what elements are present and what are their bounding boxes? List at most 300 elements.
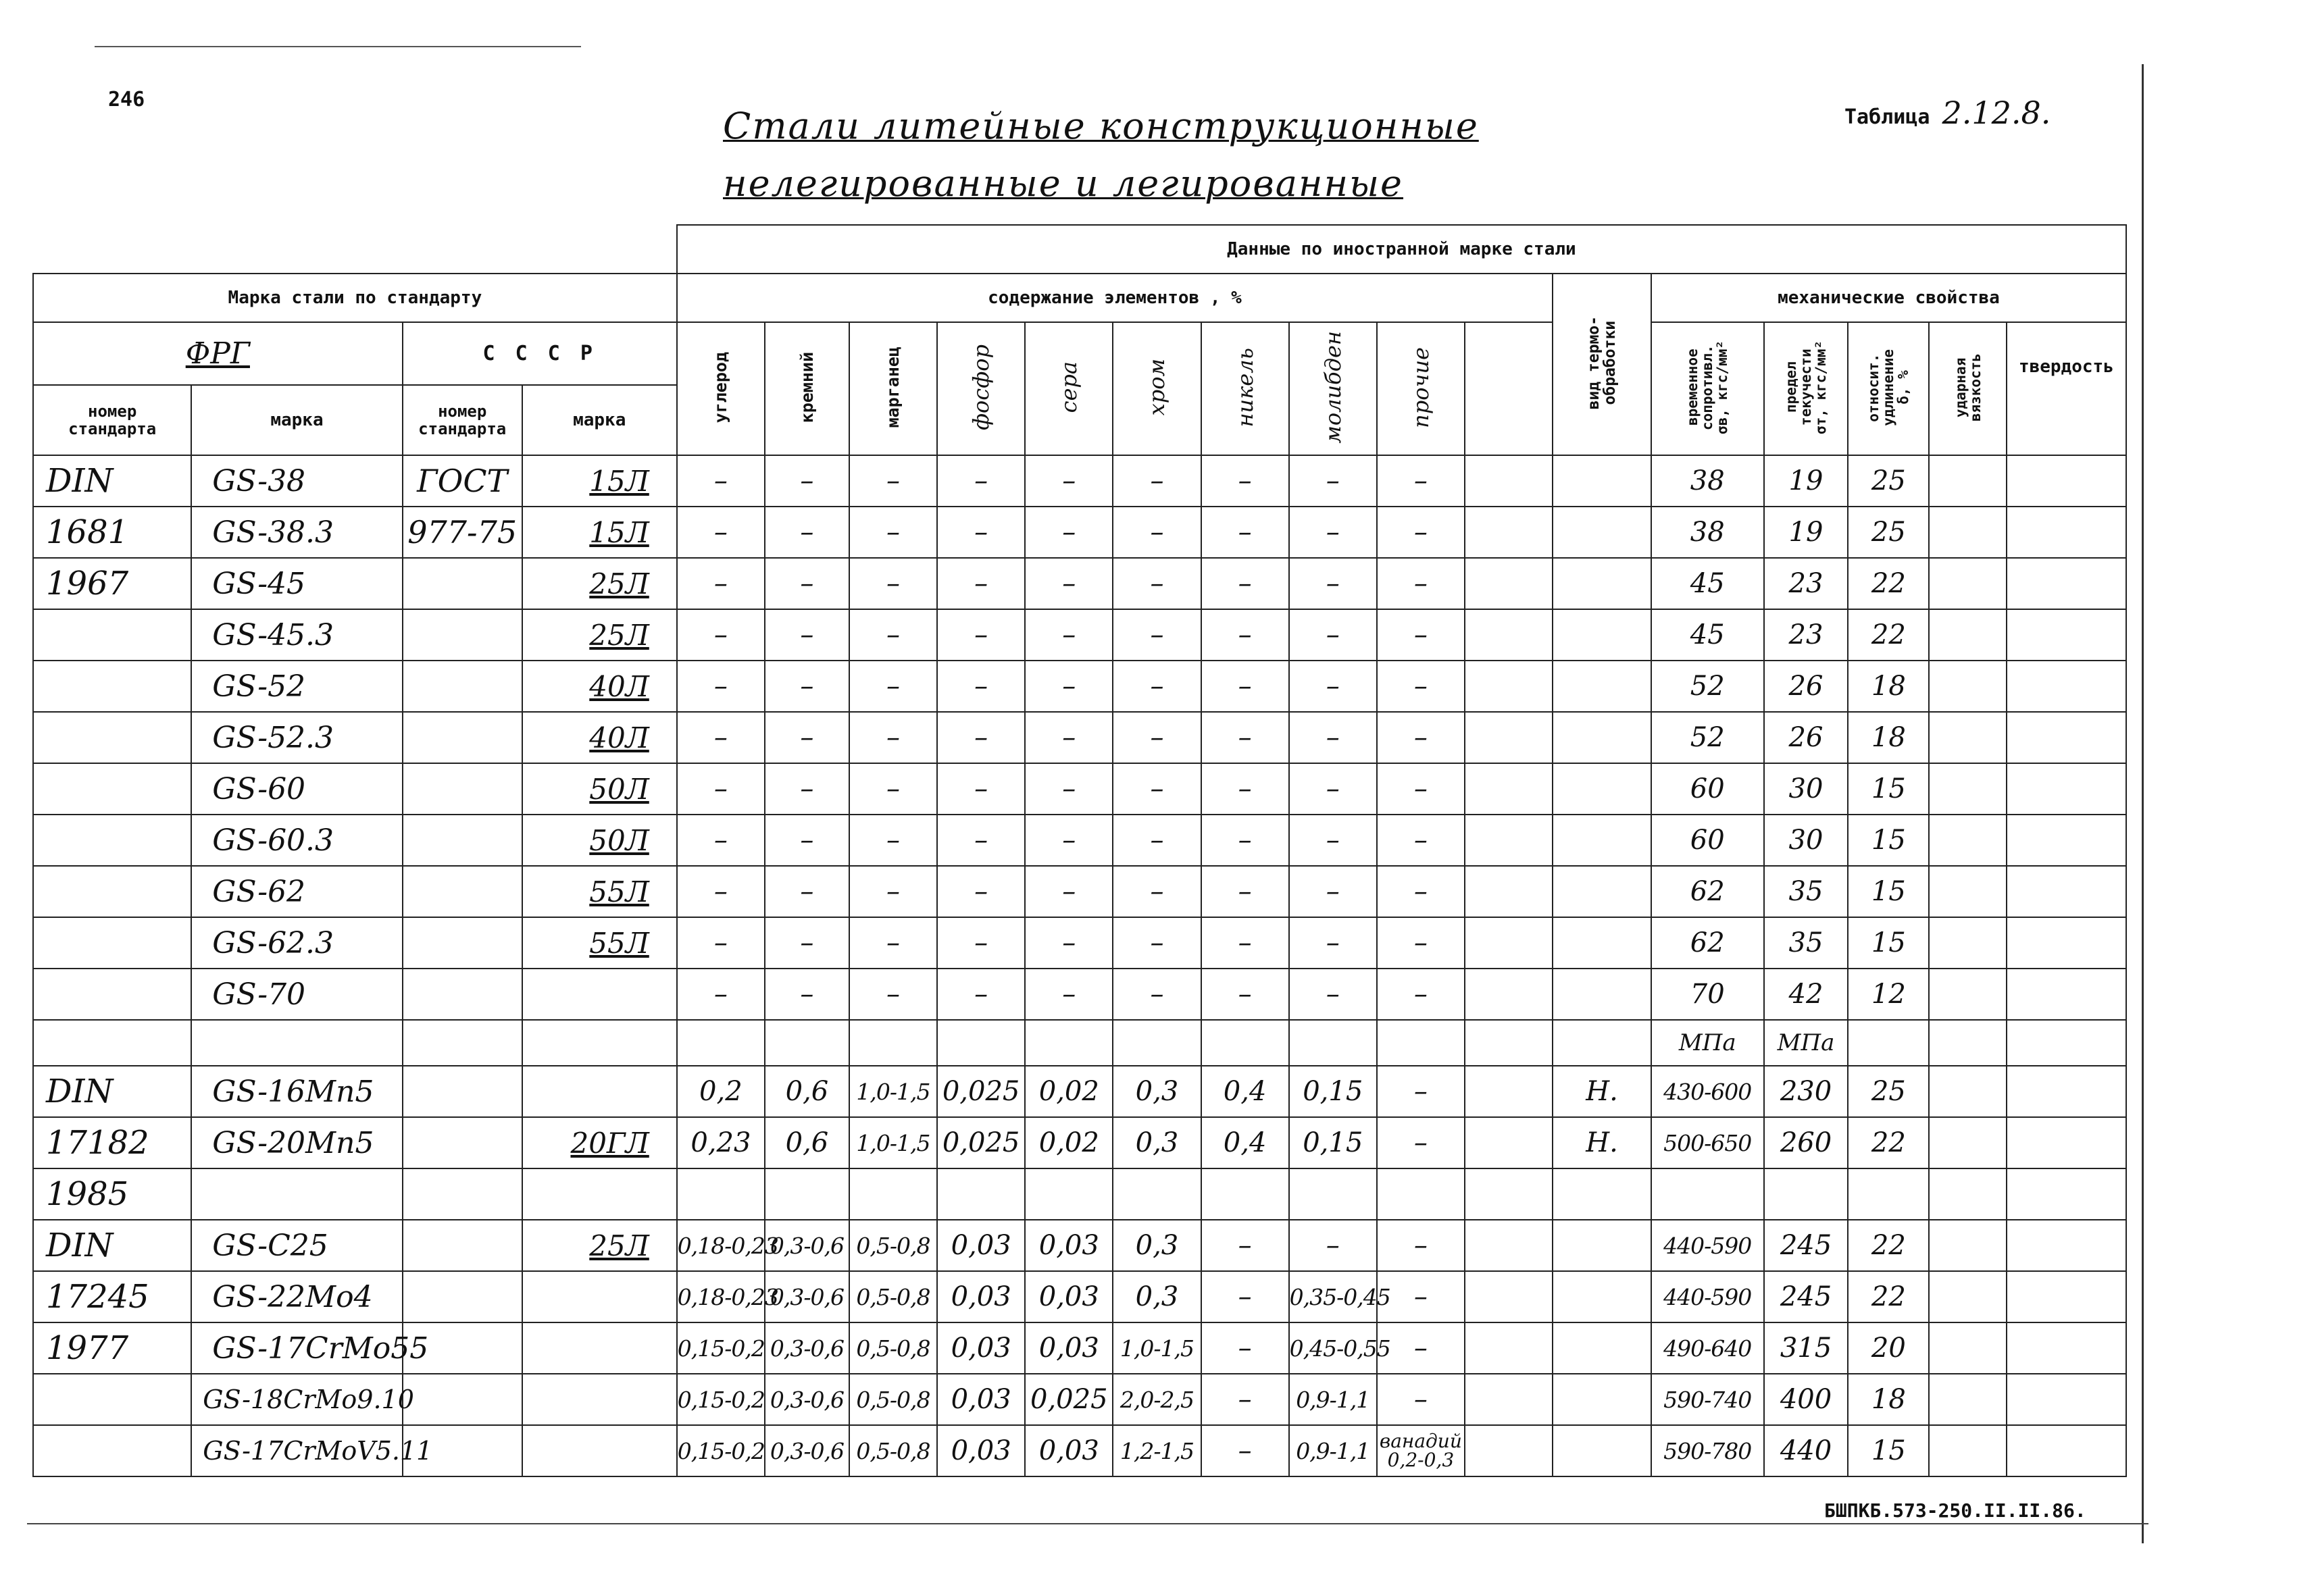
grade-cell: GS-22Mo4 [191,1271,402,1322]
empty-cell [33,1020,191,1066]
mech-value-cell: 23 [1764,609,1848,661]
element-value-cell: – [1377,507,1465,558]
grade-cell: GS-60.3 [191,815,402,866]
mech-value-cell: 18 [1848,661,1929,712]
grade-cell: GS-38 [191,455,402,507]
mech-value-cell: 260 [1764,1117,1848,1168]
element-value-cell: 1,0-1,5 [1113,1322,1201,1374]
element-value-cell: 0,03 [1025,1425,1113,1476]
element-value-cell: 0,3 [1113,1220,1201,1271]
table-row [33,815,2126,866]
table-row [33,1374,2126,1425]
units-strength-cell: МПа [1651,1020,1764,1066]
empty-cell [1465,1220,1553,1271]
element-value-cell: 0,03 [937,1271,1025,1322]
ussr-grade-cell: 20ГЛ [522,1117,677,1168]
ussr-grade-cell: 25Л [522,1220,677,1271]
frg-header: ФРГ [33,322,403,385]
element-value-cell: 1,0-1,5 [849,1117,937,1168]
mech-value-cell: 60 [1651,763,1764,815]
mech-value-cell: 35 [1764,866,1848,917]
heat-treatment-cell [1553,609,1651,661]
empty-cell [1465,1425,1553,1476]
mech-value-cell: 26 [1764,661,1848,712]
ussr-std-cell [403,815,522,866]
col-impact: ударная вязкость [1929,322,2007,455]
ussr-std-cell [403,1066,522,1117]
ussr-std-cell [403,558,522,609]
std-number-cell [33,917,191,969]
empty-cell [1025,1020,1113,1066]
empty-cell [1377,1020,1465,1066]
std-number-cell [33,609,191,661]
element-value-cell: – [1113,917,1201,969]
mech-value-cell [1848,1168,1929,1220]
empty-cell [1465,763,1553,815]
col-ussr-std-number: номер стандарта [403,385,522,455]
element-value-cell: – [1289,917,1377,969]
element-value-cell: – [937,917,1025,969]
mech-value-cell: 60 [1651,815,1764,866]
element-value-cell [1289,1168,1377,1220]
element-value-cell: – [1289,763,1377,815]
hardness-cell [2007,1066,2126,1117]
element-value-cell: – [765,763,849,815]
empty-cell [677,1020,765,1066]
empty-cell [1465,1020,1553,1066]
element-value-cell: – [849,763,937,815]
mech-value-cell: 440-590 [1651,1271,1764,1322]
element-value-cell: 0,18-0,23 [677,1271,765,1322]
std-number-cell: 1681 [33,507,191,558]
heat-treatment-cell [1553,969,1651,1020]
col-molybdenum: молибден [1289,322,1377,455]
element-value-cell [1201,1168,1289,1220]
element-value-cell: – [937,712,1025,763]
ussr-std-cell [403,1220,522,1271]
element-value-cell: – [765,455,849,507]
ussr-grade-cell: 50Л [522,815,677,866]
impact-cell [1929,1322,2007,1374]
mech-props-header: механические свойства [1651,274,2126,322]
element-value-cell: 0,23 [677,1117,765,1168]
heat-treatment-cell [1553,558,1651,609]
element-value-cell: 0,4 [1201,1066,1289,1117]
empty-cell [1848,1020,1929,1066]
element-value-cell: 0,02 [1025,1066,1113,1117]
element-value-cell: 0,15 [1289,1117,1377,1168]
heat-treatment-cell [1553,455,1651,507]
empty-cell [1465,1066,1553,1117]
element-value-cell: 0,15 [1289,1066,1377,1117]
empty-cell [1465,558,1553,609]
col-sulfur: сера [1025,322,1113,455]
element-value-cell: – [1025,507,1113,558]
ussr-grade-cell: 40Л [522,712,677,763]
heat-treatment-cell [1553,763,1651,815]
std-number-cell: DIN [33,455,191,507]
col-nickel: никель [1201,322,1289,455]
element-value-cell: – [765,917,849,969]
mech-value-cell: 62 [1651,866,1764,917]
element-value-cell: – [1377,1374,1465,1425]
element-value-cell [1025,1168,1113,1220]
heat-treatment-cell [1553,507,1651,558]
element-value-cell: – [677,763,765,815]
impact-cell [1929,1066,2007,1117]
element-value-cell: 0,5-0,8 [849,1322,937,1374]
empty-cell [1113,1020,1201,1066]
empty-cell [1465,1117,1553,1168]
frame-bottom [27,1523,2148,1524]
element-value-cell: – [1201,1220,1289,1271]
element-value-cell: ванадий 0,2-0,3 [1377,1425,1465,1476]
element-value-cell: 0,3 [1113,1117,1201,1168]
empty-cell [937,1020,1025,1066]
element-value-cell: 0,5-0,8 [849,1425,937,1476]
grade-cell [191,1168,402,1220]
element-value-cell: – [677,661,765,712]
impact-cell [1929,455,2007,507]
impact-cell [1929,1425,2007,1476]
title-line-1: Стали литейные конструкционные [723,105,1479,147]
element-value-cell: – [677,969,765,1020]
element-value-cell: 1,2-1,5 [1113,1425,1201,1476]
grade-cell: GS-52.3 [191,712,402,763]
element-value-cell: – [765,969,849,1020]
impact-cell [1929,815,2007,866]
element-value-cell: – [849,507,937,558]
col-hardness: твердость [2007,322,2126,455]
empty-cell [1465,969,1553,1020]
ussr-grade-cell [522,1425,677,1476]
element-value-cell: – [1377,866,1465,917]
impact-cell [1929,1117,2007,1168]
element-value-cell: – [1025,763,1113,815]
ussr-std-cell [403,1374,522,1425]
element-value-cell: – [765,558,849,609]
impact-cell [1929,917,2007,969]
mech-value-cell: 45 [1651,609,1764,661]
ussr-grade-cell: 15Л [522,507,677,558]
element-value-cell: 0,025 [937,1117,1025,1168]
mech-value-cell: 26 [1764,712,1848,763]
element-value-cell: – [1025,866,1113,917]
element-value-cell: – [937,969,1025,1020]
ussr-grade-cell: 55Л [522,917,677,969]
ussr-std-cell [403,712,522,763]
element-value-cell: – [1025,609,1113,661]
element-value-cell: 0,15-0,2 [677,1322,765,1374]
element-value-cell: 0,025 [937,1066,1025,1117]
element-value-cell: – [937,763,1025,815]
col-empty [1465,322,1553,455]
mech-value-cell: 52 [1651,661,1764,712]
table-row [33,1117,2126,1168]
element-value-cell: 0,03 [1025,1322,1113,1374]
footer-stamp: БШПКБ.573-250.II.II.86. [1824,1499,2086,1522]
heat-treatment-cell [1553,1271,1651,1322]
mech-value-cell: 19 [1764,455,1848,507]
element-value-cell: – [1025,661,1113,712]
hardness-cell [2007,866,2126,917]
mech-value-cell: 590-740 [1651,1374,1764,1425]
element-value-cell: – [1201,507,1289,558]
grade-cell: GS-60 [191,763,402,815]
element-value-cell: – [1377,1117,1465,1168]
ussr-grade-cell: 40Л [522,661,677,712]
element-value-cell: – [1289,609,1377,661]
ussr-std-cell [403,1168,522,1220]
impact-cell [1929,866,2007,917]
element-value-cell: – [1201,712,1289,763]
element-value-cell: – [677,507,765,558]
empty-cell [1465,1271,1553,1322]
mech-value-cell: 35 [1764,917,1848,969]
empty-cell [765,1020,849,1066]
element-value-cell: 0,025 [1025,1374,1113,1425]
empty-cell [191,1020,402,1066]
element-value-cell [765,1168,849,1220]
element-value-cell: – [849,661,937,712]
ussr-header: С С С Р [403,322,677,385]
std-number-cell [33,763,191,815]
hardness-cell [2007,1425,2126,1476]
std-number-cell [33,969,191,1020]
std-number-cell: DIN [33,1220,191,1271]
grade-cell: GS-38.3 [191,507,402,558]
element-value-cell [849,1168,937,1220]
grade-cell: GS-17CrMo55 [191,1322,402,1374]
empty-cell [1201,1020,1289,1066]
element-value-cell: – [1201,1425,1289,1476]
element-value-cell: – [1377,969,1465,1020]
ussr-std-cell [403,763,522,815]
mech-value-cell: 230 [1764,1066,1848,1117]
ussr-grade-cell [522,1168,677,1220]
element-value-cell [937,1168,1025,1220]
element-value-cell: 0,3-0,6 [765,1220,849,1271]
mech-value-cell: 23 [1764,558,1848,609]
hardness-cell [2007,1322,2126,1374]
ussr-std-cell [403,1117,522,1168]
element-value-cell: 2,0-2,5 [1113,1374,1201,1425]
element-value-cell: – [849,455,937,507]
element-value-cell: – [677,712,765,763]
col-yield-strength: предел текучести σт, кгс/мм² [1764,322,1848,455]
element-value-cell: – [1289,866,1377,917]
ussr-std-cell [403,609,522,661]
table-row [33,609,2126,661]
ussr-std-cell: 977-75 [403,507,522,558]
element-value-cell: – [765,866,849,917]
col-manganese: марганец [849,322,937,455]
element-value-cell: – [1201,815,1289,866]
table-row [33,1425,2126,1476]
element-value-cell: 0,02 [1025,1117,1113,1168]
hardness-cell [2007,815,2126,866]
element-value-cell: – [1201,866,1289,917]
std-number-cell: 1985 [33,1168,191,1220]
heat-treatment-cell [1553,917,1651,969]
element-value-cell: – [1377,558,1465,609]
mech-value-cell: 42 [1764,969,1848,1020]
element-value-cell: – [1289,712,1377,763]
heat-treatment-cell [1553,1168,1651,1220]
element-value-cell: – [1201,1271,1289,1322]
element-value-cell: – [937,507,1025,558]
table-number-value: 2.12.8. [1942,95,2051,131]
element-value-cell: – [1377,1322,1465,1374]
mech-value-cell: 25 [1848,455,1929,507]
grade-by-standard-header: Марка стали по стандарту [33,274,677,322]
element-value-cell: – [765,507,849,558]
heat-treatment-cell [1553,1374,1651,1425]
hardness-cell [2007,1220,2126,1271]
std-number-cell: 1967 [33,558,191,609]
mech-value-cell: 15 [1848,917,1929,969]
frame-right [2142,64,2144,1543]
table-row [33,1271,2126,1322]
table-label: Таблица [1844,105,1930,129]
mech-value-cell: 45 [1651,558,1764,609]
element-value-cell: – [1289,661,1377,712]
mech-value-cell: 15 [1848,866,1929,917]
element-value-cell: 1,0-1,5 [849,1066,937,1117]
element-value-cell: – [1113,455,1201,507]
units-row [33,1020,2126,1066]
element-value-cell: – [1025,815,1113,866]
mech-value-cell: 490-640 [1651,1322,1764,1374]
heat-treatment-cell [1553,712,1651,763]
mech-value-cell: 15 [1848,815,1929,866]
element-value-cell: – [1025,455,1113,507]
element-value-cell: – [937,815,1025,866]
empty-cell [1465,917,1553,969]
col-grade: марка [191,385,402,455]
mech-value-cell: 22 [1848,1117,1929,1168]
std-number-cell: 17245 [33,1271,191,1322]
element-value-cell: – [1289,969,1377,1020]
steel-table [32,224,2127,1477]
element-value-cell: – [1377,1220,1465,1271]
table-row [33,1322,2126,1374]
element-value-cell: 0,3 [1113,1066,1201,1117]
element-value-cell: – [1025,969,1113,1020]
element-value-cell: 0,03 [937,1374,1025,1425]
heat-treatment-cell [1553,1322,1651,1374]
element-value-cell: – [849,712,937,763]
empty-cell [1465,1168,1553,1220]
empty-cell [1465,712,1553,763]
col-ussr-grade: марка [522,385,677,455]
hardness-cell [2007,1168,2126,1220]
table-number [1844,95,2051,131]
std-number-cell [33,866,191,917]
std-number-cell [33,815,191,866]
elements-content-header: содержание элементов , % [677,274,1553,322]
element-value-cell: – [1201,763,1289,815]
mech-value-cell: 22 [1848,609,1929,661]
impact-cell [1929,1168,2007,1220]
element-value-cell: 0,03 [1025,1271,1113,1322]
mech-value-cell: 315 [1764,1322,1848,1374]
mech-value-cell: 38 [1651,507,1764,558]
impact-cell [1929,661,2007,712]
element-value-cell: – [1113,507,1201,558]
empty-cell [1465,455,1553,507]
impact-cell [1929,1374,2007,1425]
mech-value-cell: 18 [1848,1374,1929,1425]
std-number-cell: DIN [33,1066,191,1117]
element-value-cell: – [765,609,849,661]
element-value-cell: 0,03 [1025,1220,1113,1271]
mech-value-cell: 440 [1764,1425,1848,1476]
hardness-cell [2007,917,2126,969]
table-row [33,455,2126,507]
element-value-cell: – [1289,507,1377,558]
hardness-cell [2007,1374,2126,1425]
element-value-cell: – [1377,455,1465,507]
element-value-cell: – [677,866,765,917]
element-value-cell: 0,9-1,1 [1289,1374,1377,1425]
col-std-number: номер стандарта [33,385,191,455]
table-row [33,558,2126,609]
element-value-cell: – [765,815,849,866]
foreign-data-header: Данные по иностранной марке стали [677,225,2126,274]
heat-treatment-cell [1553,1425,1651,1476]
element-value-cell: 0,5-0,8 [849,1271,937,1322]
ussr-grade-cell: 25Л [522,609,677,661]
element-value-cell: 0,2 [677,1066,765,1117]
grade-cell: GS-17CrMoV5.11 [191,1425,402,1476]
element-value-cell: – [1377,763,1465,815]
table-row [33,712,2126,763]
mech-value-cell: 245 [1764,1271,1848,1322]
element-value-cell: – [937,455,1025,507]
table-row [33,661,2126,712]
ussr-grade-cell: 15Л [522,455,677,507]
empty-cell [849,1020,937,1066]
ussr-std-cell [403,1271,522,1322]
element-value-cell: 0,35-0,45 [1289,1271,1377,1322]
table-row [33,917,2126,969]
element-value-cell: 0,3-0,6 [765,1374,849,1425]
grade-cell: GS-70 [191,969,402,1020]
impact-cell [1929,969,2007,1020]
element-value-cell: 0,6 [765,1117,849,1168]
std-number-cell [33,661,191,712]
empty-cell [1465,815,1553,866]
element-value-cell: – [1289,558,1377,609]
hardness-cell [2007,558,2126,609]
mech-value-cell: 500-650 [1651,1117,1764,1168]
element-value-cell: – [765,712,849,763]
empty-cell [522,1020,677,1066]
grade-cell: GS-20Mn5 [191,1117,402,1168]
element-value-cell: 0,3-0,6 [765,1271,849,1322]
grade-cell: GS-62 [191,866,402,917]
element-value-cell: 0,3-0,6 [765,1322,849,1374]
element-value-cell: – [1289,815,1377,866]
element-value-cell: – [937,661,1025,712]
empty-cell [1465,866,1553,917]
mech-value-cell: 25 [1848,1066,1929,1117]
element-value-cell: 0,6 [765,1066,849,1117]
element-value-cell: – [1377,1066,1465,1117]
grade-cell: GS-52 [191,661,402,712]
element-value-cell: – [677,455,765,507]
